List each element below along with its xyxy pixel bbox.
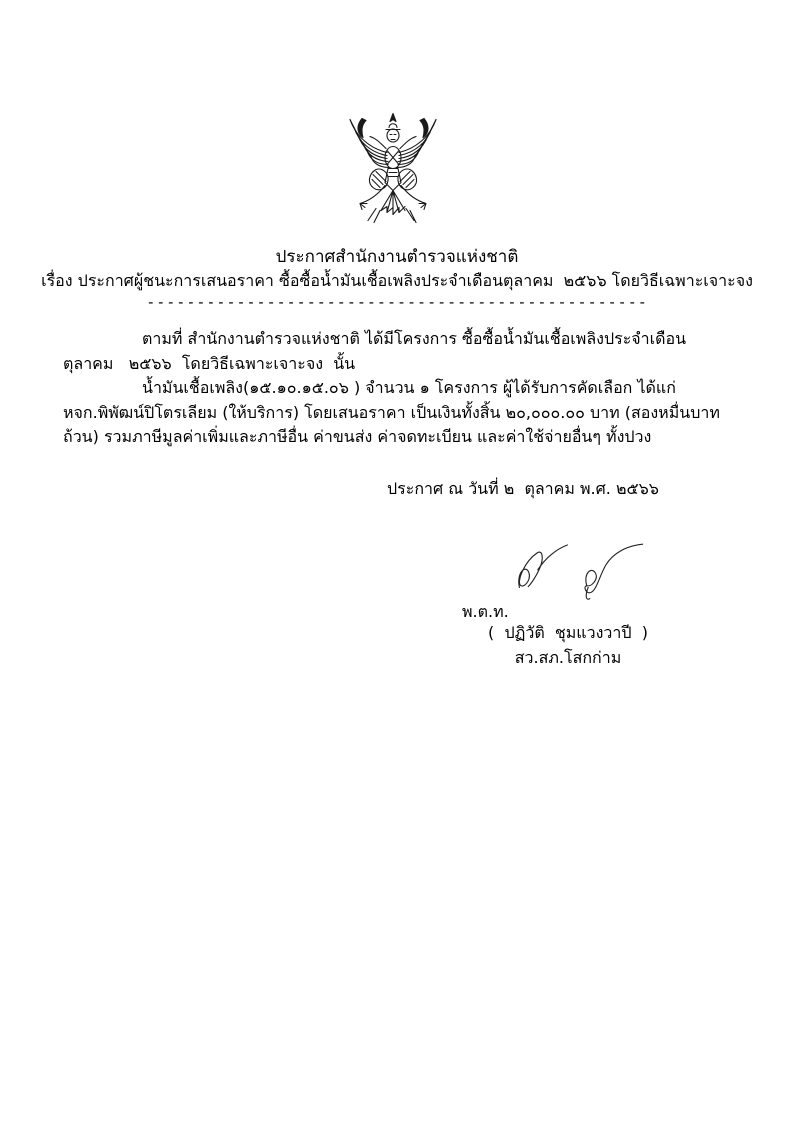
signer-position: สว.สภ.โสกก่าม — [514, 648, 622, 667]
separator-dashed-line: -------------------------------------------------- — [146, 293, 648, 311]
handwritten-signature — [497, 534, 665, 612]
document-body — [63, 327, 735, 450]
document-title: ประกาศสำนักงานตำรวจแห่งชาติ — [275, 247, 519, 267]
garuda-emblem-icon — [340, 112, 446, 228]
body-paragraph: น้ำมันเชื้อเพลิง(๑๕.๑๐.๑๕.๐๖ ) จำนวน ๑ โครงการ ผู้ได้รับการคัดเลือก ได้แก่ หจก.พิพัฒน์ปิโตรเลียม (ให้บริการ) โดยเสนอราคา เป็นเงินทั้งสิ้น ๒๐,๐๐๐.๐๐ บาท (สองหมื่นบาทถ้วน) รวมภาษีมูลค่าเพิ่มและภาษีอื่น ค่าขนส่ง ค่าจดทะเบียน และค่าใช้จ่ายอื่นๆ ทั้งปวง — [63, 378, 720, 446]
subject-line: เรื่อง ประกาศผู้ชนะการเสนอราคา ซื้อซื้อน้ำมันเชื้อเพลิงประจำเดือนตุลาคม ๒๕๖๖ โดยวิธีเฉพาะเจาะจง — [41, 271, 753, 290]
body-paragraph: ตามที่ สำนักงานตำรวจแห่งชาติ ได้มีโครงการ ซื้อซื้อน้ำมันเชื้อเพลิงประจำเดือนตุลาคม ๒๕๖๖ โดยวิธีเฉพาะเจาะจง นั้น — [63, 329, 687, 373]
signer-name: ( ปฏิวัติ ชุมแวงวาปี ) — [488, 623, 648, 642]
announce-date-line: ประกาศ ณ วันที่ ๒ ตุลาคม พ.ศ. ๒๕๖๖ — [387, 479, 659, 498]
signer-rank: พ.ต.ท. — [462, 602, 509, 621]
